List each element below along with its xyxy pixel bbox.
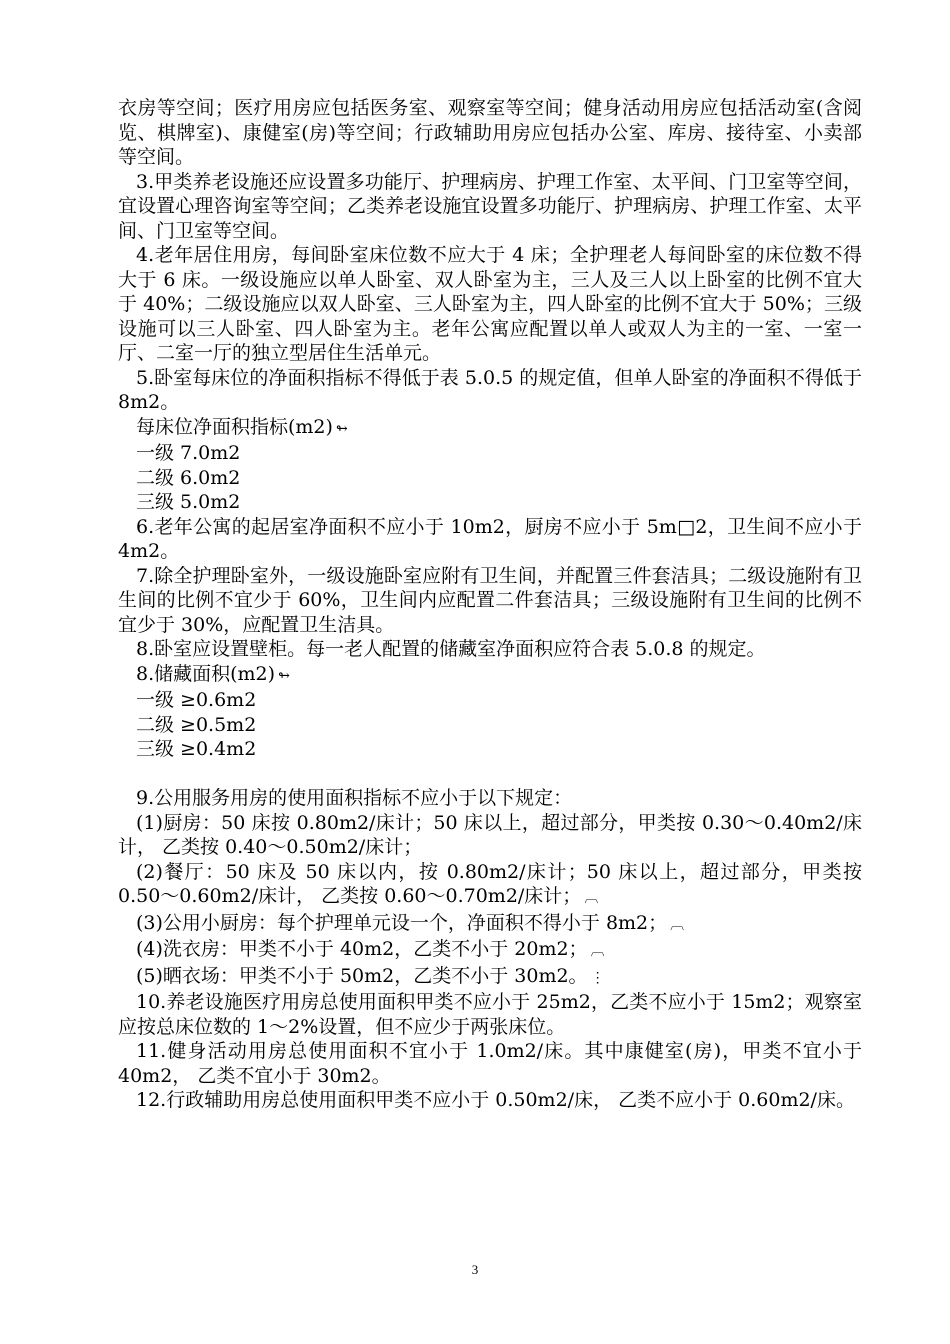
paragraph-8: 8.卧室应设置壁柜。每一老人配置的储藏室净面积应符合表 5.0.8 的规定。 [136,638,766,660]
paragraph-mark-icon: ︹ [584,890,599,906]
item-kitchen: (1)厨房：50 床按 0.80m2/床计；50 床以上，超过部分，甲类按 0.30～0.40m2/床计， 乙类按 0.40～0.50m2/床计； [118,811,862,858]
item-small-kitchen: (3)公用小厨房：每个护理单元设一个，净面积不得小于 8m2； ︹ [136,911,685,934]
paragraph-9: 9.公用服务用房的使用面积指标不应小于以下规定： [136,787,573,809]
document-body [118,96,862,1113]
table-row-storage-level-3: 三级 ≥0.4m2 [136,738,257,760]
item-drying-yard: (5)晒衣场：甲类不小于 50m2，乙类不小于 30m2。 ⋮ [136,964,605,987]
paragraph-7: 7.除全护理卧室外，一级设施卧室应附有卫生间，并配置三件套洁具；二级设施附有卫生间的比例不宜少于 60%，卫生间内应配置二件套洁具；三级设施附有卫生间的比例不宜少于 30%，应配置卫生洁具。 [118,564,862,636]
paragraph-5: 5.卧室每床位的净面积指标不得低于表 5.0.5 的规定值，但单人卧室的净面积不得低于 8m2。 [118,366,862,413]
ellipsis-mark-icon: ⋮ [590,969,605,986]
paragraph-4: 4.老年居住用房，每间卧室床位数不应大于 4 床；全护理老人每间卧室的床位数不得大于 6 床。一级设施应以单人卧室、双人卧室为主，三人及三人以上卧室的比例不宜大于 40%；二级设施应以双人卧室、三人卧室为主，四人卧室的比例不宜大于 50%；三级设施可以三人卧室、四人卧室为主。老年公寓应配置以单人或双人为主的一室、一室一厅、二室一厅的独立型居住生活单元。 [118,244,862,364]
page-number: 3 [471,1262,479,1277]
paragraph-mark-icon: ︹ [670,916,685,933]
table-heading-bed-area: 每床位净面积指标(m2) ↬ [136,415,348,438]
paragraph-mark-icon: ︹ [590,943,605,959]
paragraph-11: 11.健身活动用房总使用面积不宜小于 1.0m2/床。其中康健室(房)，甲类不宜小于 40m2， 乙类不宜小于 30m2。 [118,1040,862,1087]
arrow-mark-icon: ↬ [278,667,290,684]
paragraph-6: 6.老年公寓的起居室净面积不应小于 10m2，厨房不应小于 5m□2，卫生间不应小于 4m2。 [118,515,862,562]
table-row-storage-level-1: 一级 ≥0.6m2 [136,689,257,711]
table-row-level-2: 二级 6.0m2 [136,466,241,489]
arrow-mark-icon: ↬ [335,420,348,437]
table-row-level-3: 三级 5.0m2 [136,491,241,513]
table-row-storage-level-2: 二级 ≥0.5m2 [136,713,257,736]
blank-line [118,762,862,787]
paragraph-continued: 衣房等空间；医疗用房应包括医务室、观察室等空间；健身活动用房应包括活动室(含阅览、棋牌室)、康健室(房)等空间；行政辅助用房应包括办公室、库房、接待室、小卖部等空间。 [118,97,862,168]
paragraph-10: 10.养老设施医疗用房总使用面积甲类不应小于 25m2，乙类不应小于 15m2；观察室应按总床位数的 1～2%设置，但不应少于两张床位。 [118,991,862,1038]
item-laundry: (4)洗衣房：甲类不小于 40m2，乙类不小于 20m2； ︹ [136,938,605,960]
item-dining: (2)餐厅：50 床及 50 床以内，按 0.80m2/床计；50 床以上，超过部分，甲类按 0.50～0.60m2/床计， 乙类按 0.60～0.70m2/床计； ︹ [118,860,862,907]
paragraph-12: 12.行政辅助用房总使用面积甲类不应小于 0.50m2/床， 乙类不应小于 0.60m2/床。 [136,1089,855,1111]
paragraph-3: 3.甲类养老设施还应设置多功能厅、护理病房、护理工作室、太平间、门卫室等空间，宜设置心理咨询室等空间；乙类养老设施宜设置多功能厅、护理病房、护理工作室、太平间、门卫室等空间。 [118,170,862,242]
table-row-level-1: 一级 7.0m2 [136,442,241,464]
table-heading-storage-area: 8.储藏面积(m2) ↬ [136,662,290,685]
